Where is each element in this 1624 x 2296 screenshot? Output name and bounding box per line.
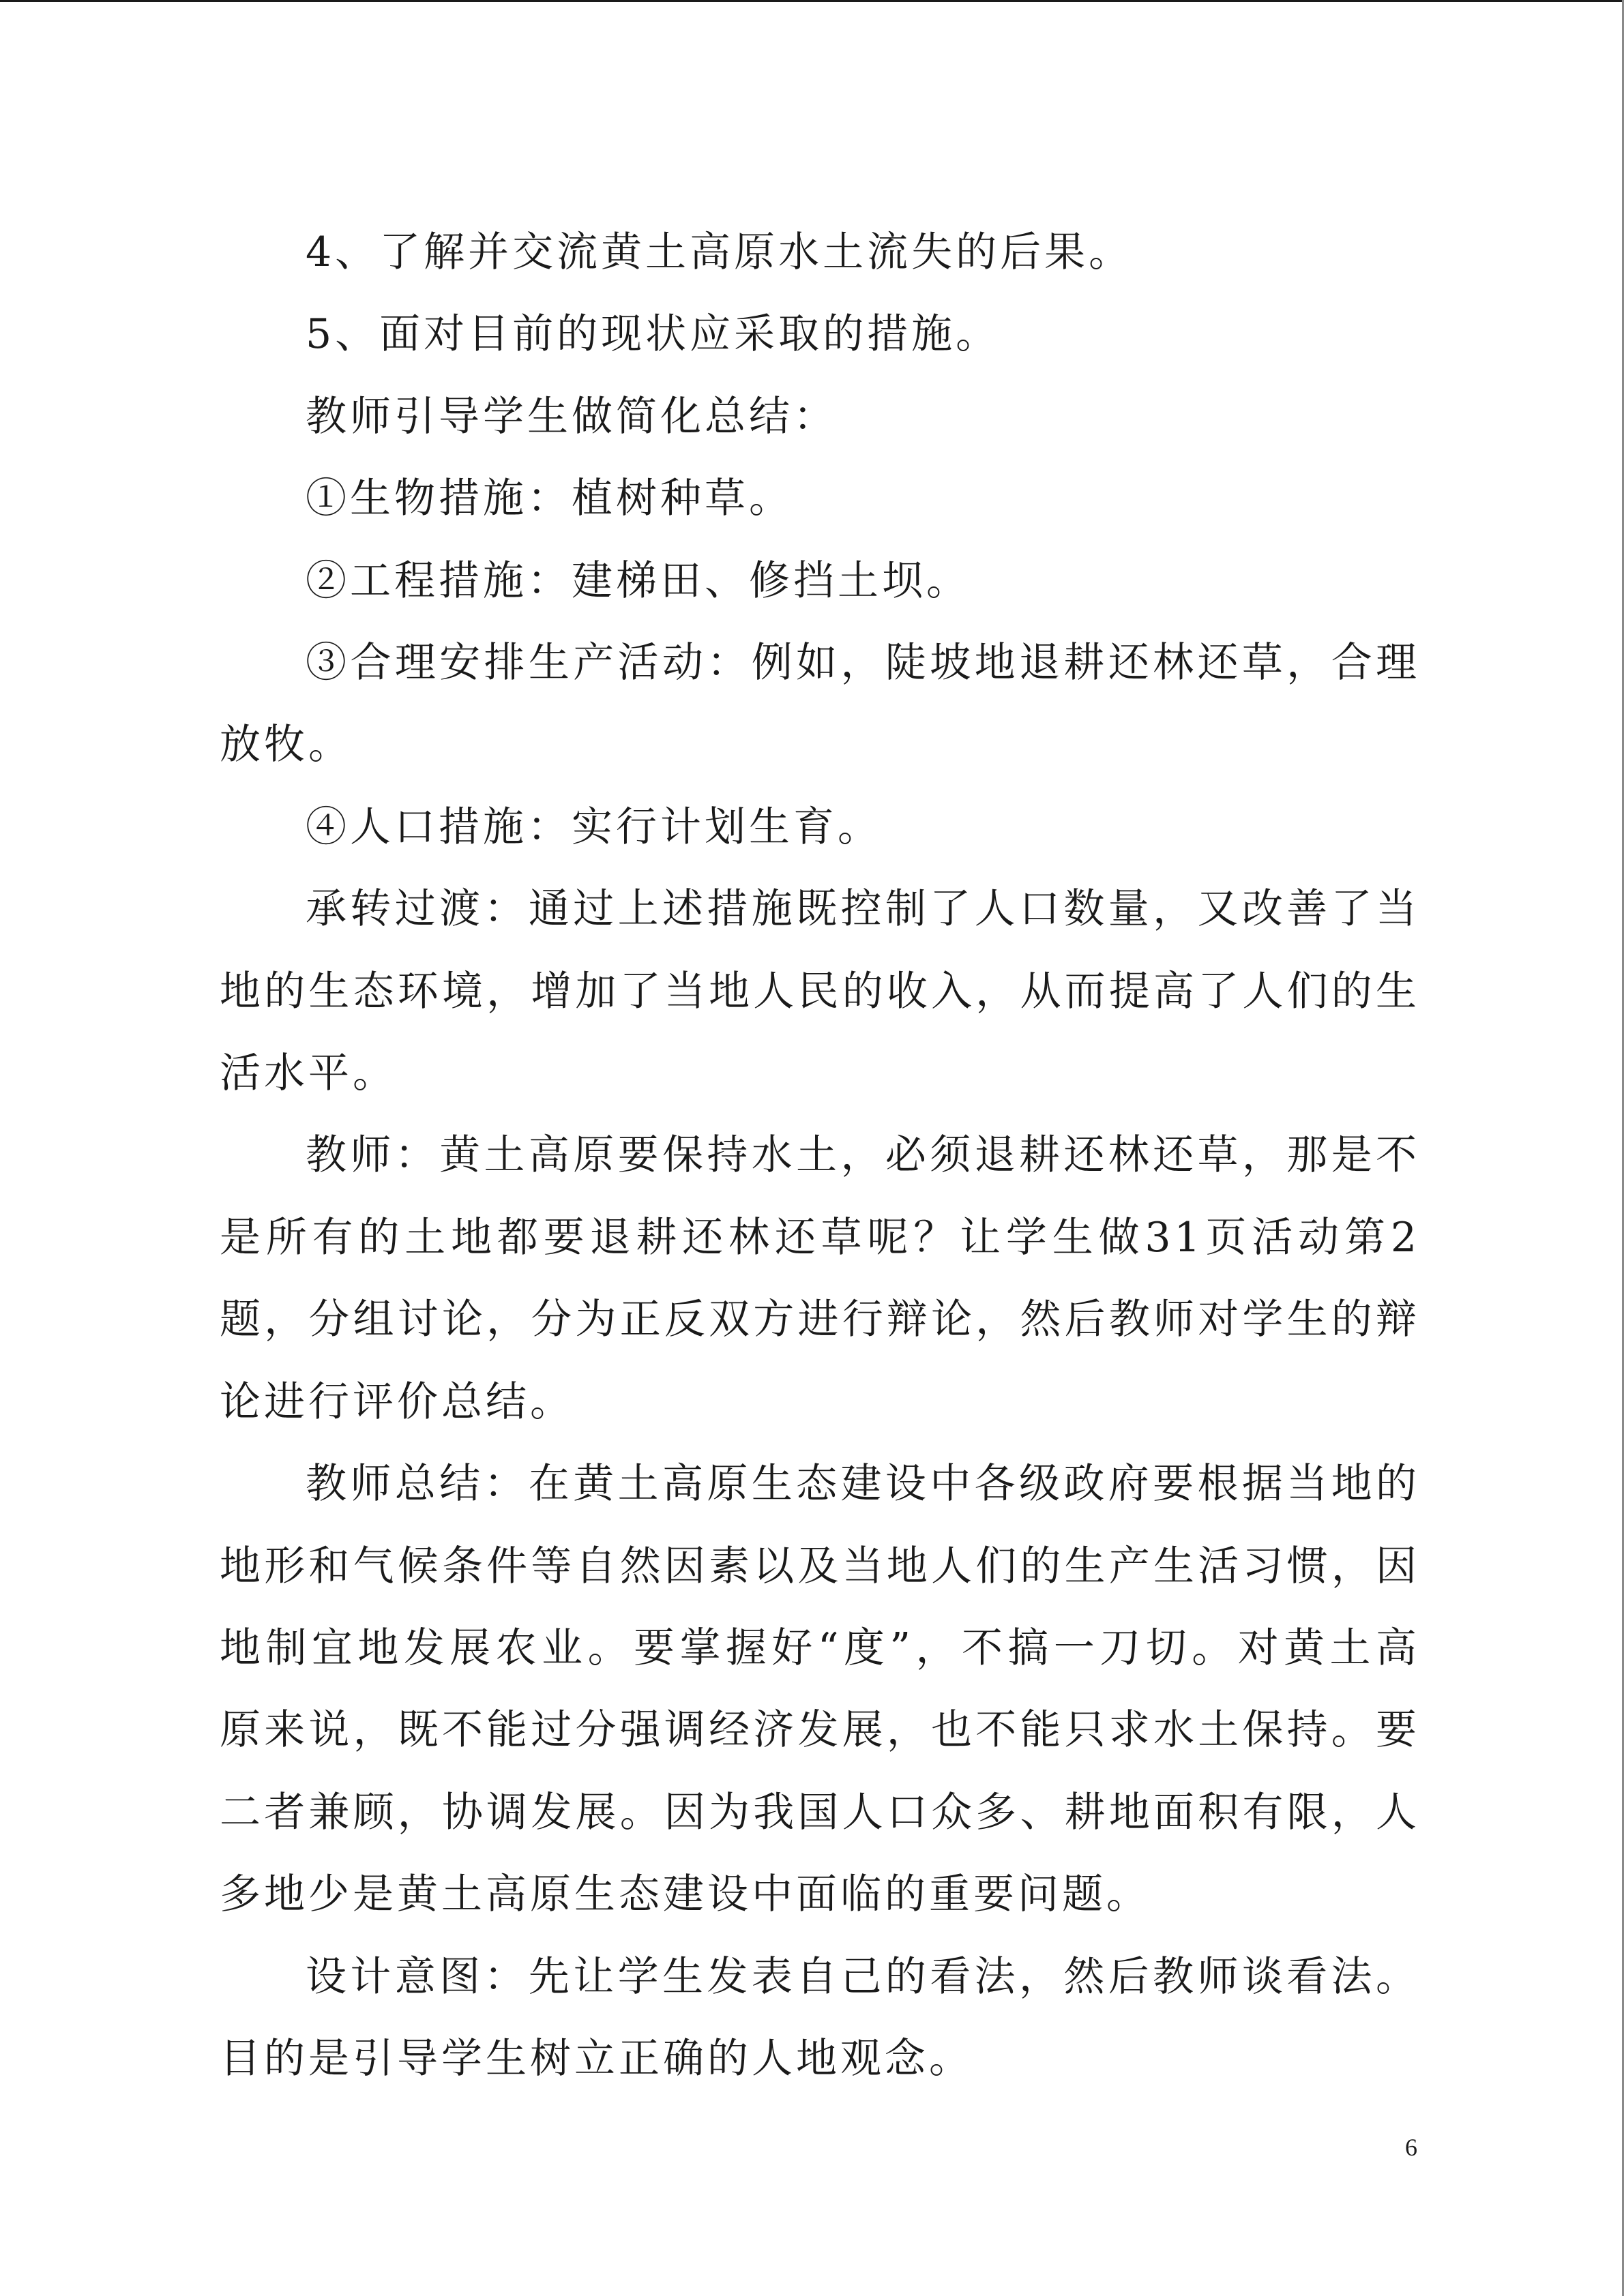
- paragraph-population-measures: ④人口措施：实行计划生育。: [306, 803, 882, 851]
- page-number: 6: [1405, 2134, 1417, 2161]
- paragraph-production-activities: ③合理安排生产活动：例如，陡坡地退耕还林还草，合理放牧。: [220, 639, 1420, 769]
- paragraph-teacher-conclusion: 教师总结：在黄土高原生态建设中各级政府要根据当地的地形和气候条件等自然因素以及当地人们的生产生活习惯，因地制宜地发展农业。要掌握好“度”，不搞一刀切。对黄土高原来说，既不能过分强调经济发展，也不能只求水土保持。要二者兼顾，协调发展。因为我国人口众多、耕地面积有限，人多地少是黄土高原生态建设中面临的重要问题。: [220, 1460, 1420, 1919]
- paragraph-teacher-summary-intro: 教师引导学生做简化总结：: [306, 392, 838, 441]
- body-text: [220, 211, 1420, 2100]
- paragraph-biological-measures: ①生物措施：植树种草。: [306, 475, 793, 523]
- paragraph-teacher-question: 教师：黄土高原要保持水土，必须退耕还林还草，那是不是所有的土地都要退耕还林还草呢？让学生做31页活动第2题，分组讨论，分为正反双方进行辩论，然后教师对学生的辩论进行评价总结。: [220, 1131, 1420, 1426]
- paragraph-design-intent: 设计意图：先让学生发表自己的看法，然后教师谈看法。目的是引导学生树立正确的人地观念。: [220, 1952, 1420, 2083]
- page-top-border: [0, 0, 1624, 2]
- paragraph-transition: 承转过渡：通过上述措施既控制了人口数量，又改善了当地的生态环境，增加了当地人民的收入，从而提高了人们的生活水平。: [220, 885, 1420, 1098]
- paragraph-measures: 5、面对目前的现状应采取的措施。: [306, 310, 1001, 359]
- paragraph-consequences: 4、了解并交流黄土高原水土流失的后果。: [306, 228, 1134, 276]
- paragraph-engineering-measures: ②工程措施：建梯田、修挡土坝。: [306, 556, 971, 605]
